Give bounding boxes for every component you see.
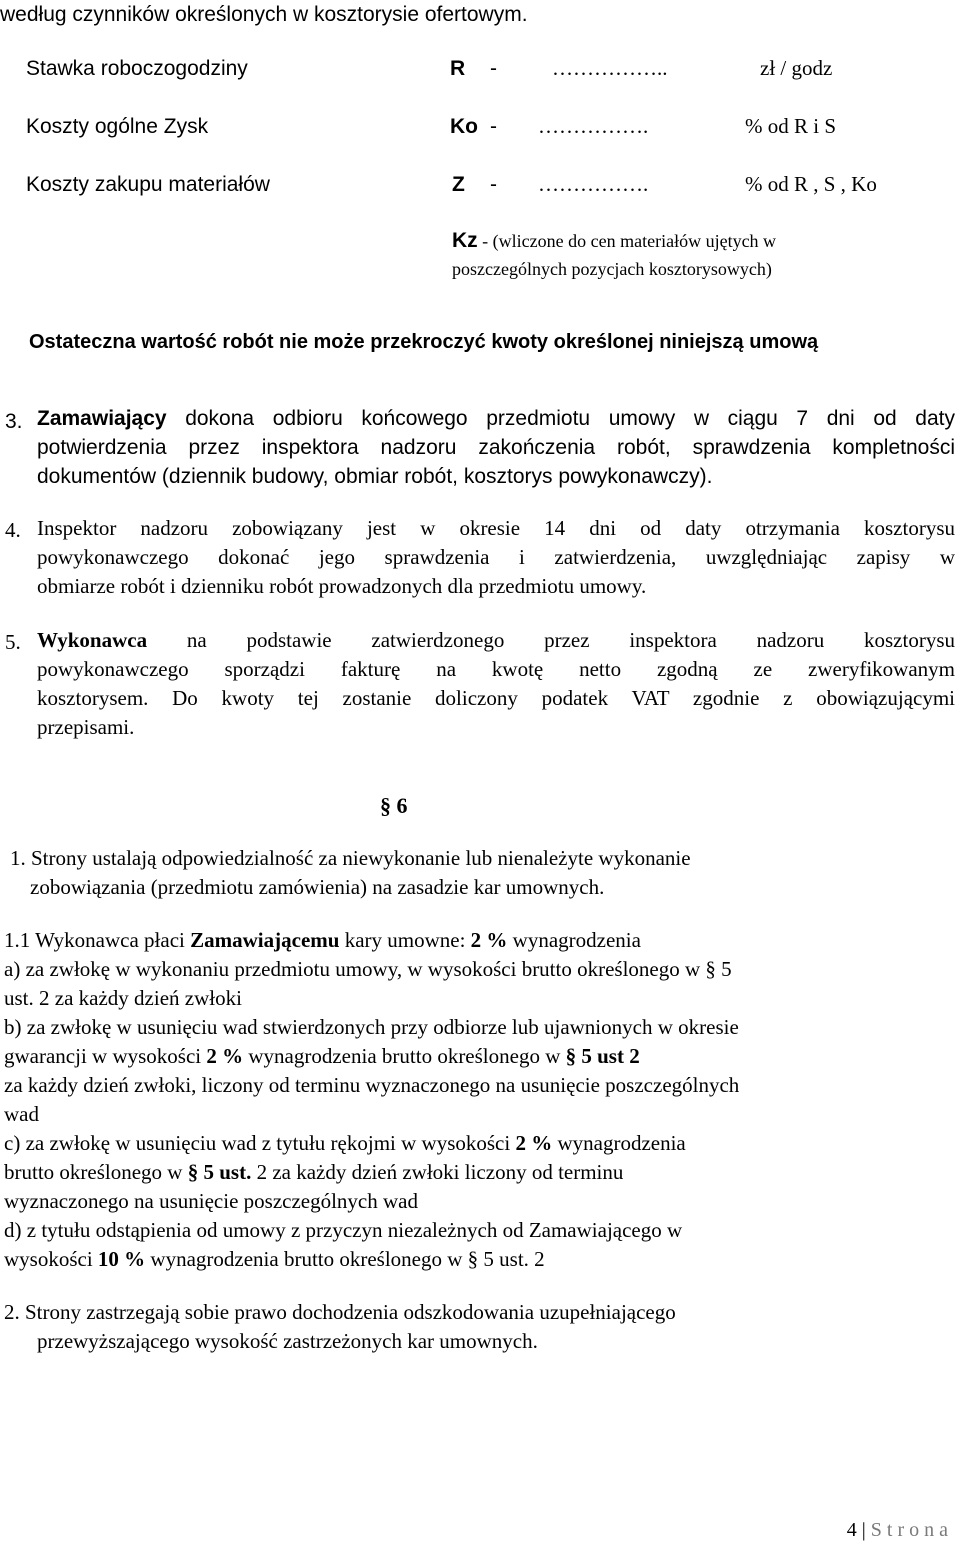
text: wynagrodzenia brutto określonego w	[243, 1044, 566, 1068]
text: c) za zwłokę w usunięciu wad z tytułu rękojmi w wysokości	[4, 1131, 516, 1155]
section-reference: § 5 ust.	[187, 1160, 252, 1184]
rate-symbol: Z	[452, 173, 465, 196]
rate-dots: ……………..	[552, 56, 668, 80]
penalty-rate: 2 %	[206, 1044, 244, 1068]
item-b-line: za każdy dzień zwłoki, liczony od terminu wyznaczonego na usunięcie poszczególnych	[4, 1073, 740, 1097]
text: wysokości	[4, 1247, 98, 1271]
item-b-line: wad	[4, 1102, 39, 1126]
intro-line: według czynników określonych w kosztorysie ofertowym.	[0, 3, 528, 26]
rate-unit: % od R , S , Ko	[745, 172, 877, 196]
rate-symbol: R	[450, 57, 466, 80]
paragraph-number: 5.	[5, 630, 21, 654]
paragraph-text: na podstawie zatwierdzonego przez inspektora nadzoru kosztorysu	[147, 628, 955, 652]
rate-dash: -	[490, 57, 497, 80]
paragraph-line: powykonawczego dokonać jego sprawdzenia i zatwierdzenia, uwzględniając zapisy w	[37, 545, 955, 569]
item-d-line	[4, 1245, 904, 1274]
rate-dots: …………….	[538, 114, 649, 138]
paragraph-number: 4.	[5, 518, 21, 542]
s6-point1-line2: zobowiązania (przedmiotu zamówienia) na zasadzie kar umownych.	[30, 875, 605, 899]
s6-point1-line1: 1. Strony ustalają odpowiedzialność za niewykonanie lub nienależyte wykonanie	[10, 846, 691, 870]
final-value-statement: Ostateczna wartość robót nie może przekroczyć kwoty określonej niniejszą umową	[29, 331, 819, 353]
paragraph-line: Inspektor nadzoru zobowiązany jest w okresie 14 dni od daty otrzymania kosztorysu	[37, 516, 955, 540]
page-footer	[847, 1520, 948, 1540]
paragraph-line	[37, 404, 955, 433]
item-a-line: a) za zwłokę w wykonaniu przedmiotu umowy, w wysokości brutto określonego w § 5	[4, 957, 732, 981]
text: kary umowne:	[339, 928, 471, 952]
paragraph-line: dokumentów (dziennik budowy, obmiar robót, kosztorys powykonawczy).	[37, 465, 713, 488]
text: brutto określonego w	[4, 1160, 188, 1184]
text: wynagrodzenia	[552, 1131, 686, 1155]
penalty-rate: 2 %	[470, 928, 508, 952]
kz-note-line2: poszczególnych pozycjach kosztorysowych)	[452, 259, 772, 279]
paragraph-line: przepisami.	[37, 715, 135, 739]
rate-dots: …………….	[538, 172, 649, 196]
paragraph-text: dokona odbioru końcowego przedmiotu umowy w ciągu 7 dni od daty	[166, 407, 955, 430]
paragraph-line	[37, 626, 955, 655]
s6-point2-line2: przewyższającego wysokość zastrzeżonych kar umownych.	[37, 1329, 538, 1353]
penalty-rate: 2 %	[515, 1131, 553, 1155]
paragraph-5	[37, 626, 955, 742]
party-name: Zamawiający	[37, 407, 167, 430]
party-name: Wykonawca	[37, 628, 148, 652]
rate-label: Koszty ogólne Zysk	[26, 115, 209, 138]
item-c-line	[4, 1158, 904, 1187]
paragraph-4	[37, 514, 955, 601]
item-d-line: d) z tytułu odstąpienia od umowy z przyczyn niezależnych od Zamawiającego w	[4, 1218, 683, 1242]
text: 2 za każdy dzień zwłoki liczony od terminu	[251, 1160, 624, 1184]
item-b-line	[4, 1042, 904, 1071]
paragraph-line: kosztorysem. Do kwoty tej zostanie doliczony podatek VAT zgodnie z obowiązującymi	[37, 686, 955, 710]
rate-unit: % od R i S	[745, 114, 837, 138]
kz-note-text: - (wliczone do cen materiałów ujętych w	[477, 231, 777, 251]
rate-dash: -	[490, 115, 497, 138]
kz-symbol: Kz	[452, 229, 478, 252]
penalty-intro	[4, 926, 904, 955]
rate-symbol: Ko	[450, 115, 478, 138]
item-c-line	[4, 1129, 904, 1158]
rate-label: Koszty zakupu materiałów	[26, 173, 270, 196]
item-c-line: wyznaczonego na usunięcie poszczególnych wad	[4, 1189, 418, 1213]
s6-point2-line1: 2. Strony zastrzegają sobie prawo dochodzenia odszkodowania uzupełniającego	[4, 1300, 676, 1324]
kz-note-line1	[452, 230, 776, 251]
item-b-line: b) za zwłokę w usunięciu wad stwierdzonych przy odbiorze lub ujawnionych w okresie	[4, 1015, 739, 1039]
paragraph-line: powykonawczego sporządzi fakturę na kwotę netto zgodną ze zweryfikowanym	[37, 657, 955, 681]
party-name: Zamawiającemu	[190, 928, 340, 952]
paragraph-line: potwierdzenia przez inspektora nadzoru zakończenia robót, sprawdzenia kompletności	[37, 436, 955, 459]
text: gwarancji w wysokości	[4, 1044, 207, 1068]
rate-unit: zł / godz	[760, 56, 833, 80]
paragraph-line: obmiarze robót i dzienniku robót prowadzonych dla przedmiotu umowy.	[37, 574, 647, 598]
text: wynagrodzenia brutto określonego w § 5 ust. 2	[145, 1247, 545, 1271]
text: wynagrodzenia	[507, 928, 641, 952]
rate-dash: -	[490, 173, 497, 196]
section-heading: § 6	[380, 793, 408, 818]
section-reference: § 5 ust 2	[565, 1044, 640, 1068]
item-a-line: ust. 2 za każdy dzień zwłoki	[4, 986, 242, 1010]
rate-label: Stawka roboczogodziny	[26, 57, 248, 80]
text: 1.1 Wykonawca płaci	[4, 928, 191, 952]
paragraph-number: 3.	[5, 410, 23, 433]
footer-separator: |	[861, 1519, 866, 1541]
page-number: 4	[846, 1519, 857, 1541]
penalty-rate: 10 %	[97, 1247, 146, 1271]
penalty-list	[4, 926, 904, 1274]
footer-label: S t r o n a	[870, 1519, 948, 1541]
paragraph-3	[37, 404, 955, 491]
